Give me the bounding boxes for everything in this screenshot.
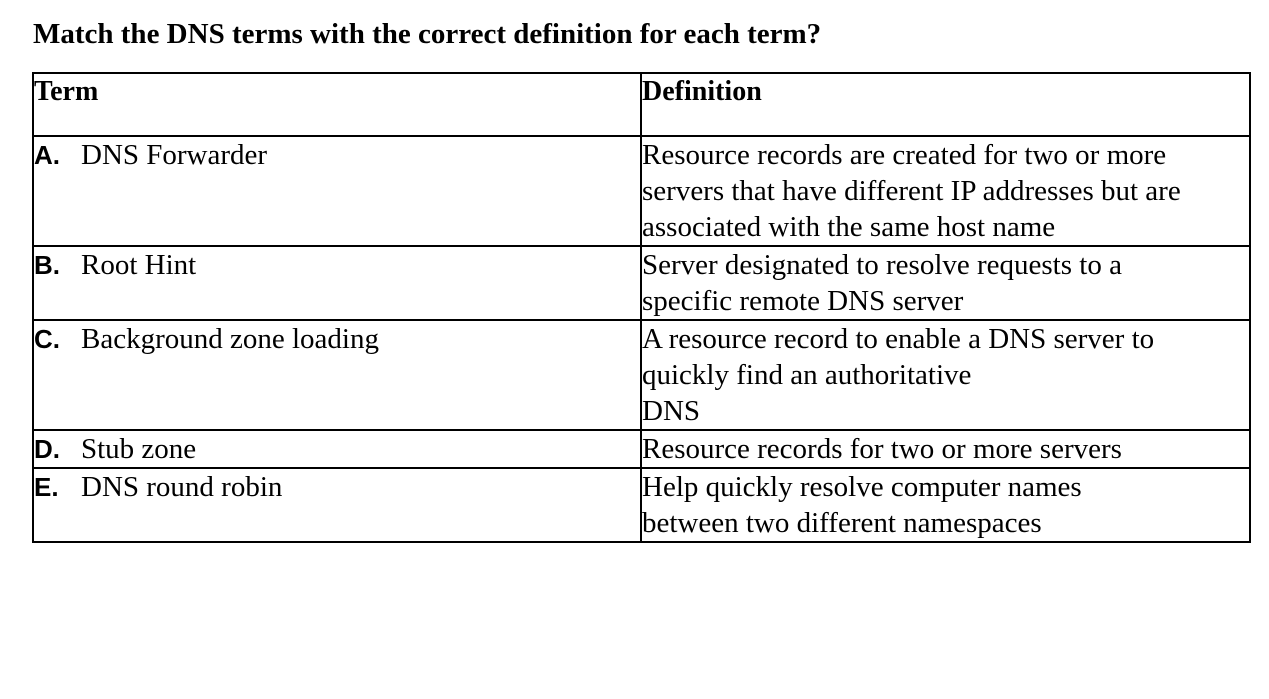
term-text: Background zone loading xyxy=(81,323,379,355)
definition-column-header: Definition xyxy=(641,73,1250,136)
definition-line: Help quickly resolve computer names xyxy=(642,471,1082,503)
table-row xyxy=(33,320,1250,430)
definition-line: Resource records are created for two or more xyxy=(642,139,1167,171)
definition-cell xyxy=(641,468,1250,542)
term-cell xyxy=(33,246,641,320)
definition-cell xyxy=(641,430,1250,468)
definition-line: DNS xyxy=(642,395,701,427)
definition-line: A resource record to enable a DNS server to xyxy=(642,323,1155,355)
definition-cell xyxy=(641,246,1250,320)
definition-line: specific remote DNS server xyxy=(642,285,964,317)
term-letter: E. xyxy=(34,472,59,502)
term-text: DNS round robin xyxy=(81,471,283,503)
term-cell xyxy=(33,320,641,430)
matching-table xyxy=(32,72,1251,543)
definition-line: Resource records for two or more servers xyxy=(642,433,1122,465)
term-text: DNS Forwarder xyxy=(81,139,268,171)
definition-line: associated with the same host name xyxy=(642,211,1056,243)
table-row xyxy=(33,468,1250,542)
term-text: Stub zone xyxy=(81,433,197,465)
table-header-row xyxy=(33,73,1250,136)
definition-line: between two different namespaces xyxy=(642,507,1042,539)
term-text: Root Hint xyxy=(81,249,197,281)
table-row xyxy=(33,136,1250,246)
term-cell xyxy=(33,430,641,468)
definition-line: Server designated to resolve requests to a xyxy=(642,249,1122,281)
question-heading: Match the DNS terms with the correct definition for each term? xyxy=(33,18,822,50)
definition-cell xyxy=(641,320,1250,430)
term-column-header: Term xyxy=(33,73,641,136)
term-cell xyxy=(33,468,641,542)
term-letter: B. xyxy=(34,250,60,280)
term-letter: A. xyxy=(34,140,60,170)
table-row xyxy=(33,246,1250,320)
term-letter: C. xyxy=(34,324,60,354)
term-cell xyxy=(33,136,641,246)
definition-line: quickly find an authoritative xyxy=(642,359,972,391)
definition-cell xyxy=(641,136,1250,246)
table-row xyxy=(33,430,1250,468)
term-letter: D. xyxy=(34,434,60,464)
definition-line: servers that have different IP addresses but are xyxy=(642,175,1181,207)
